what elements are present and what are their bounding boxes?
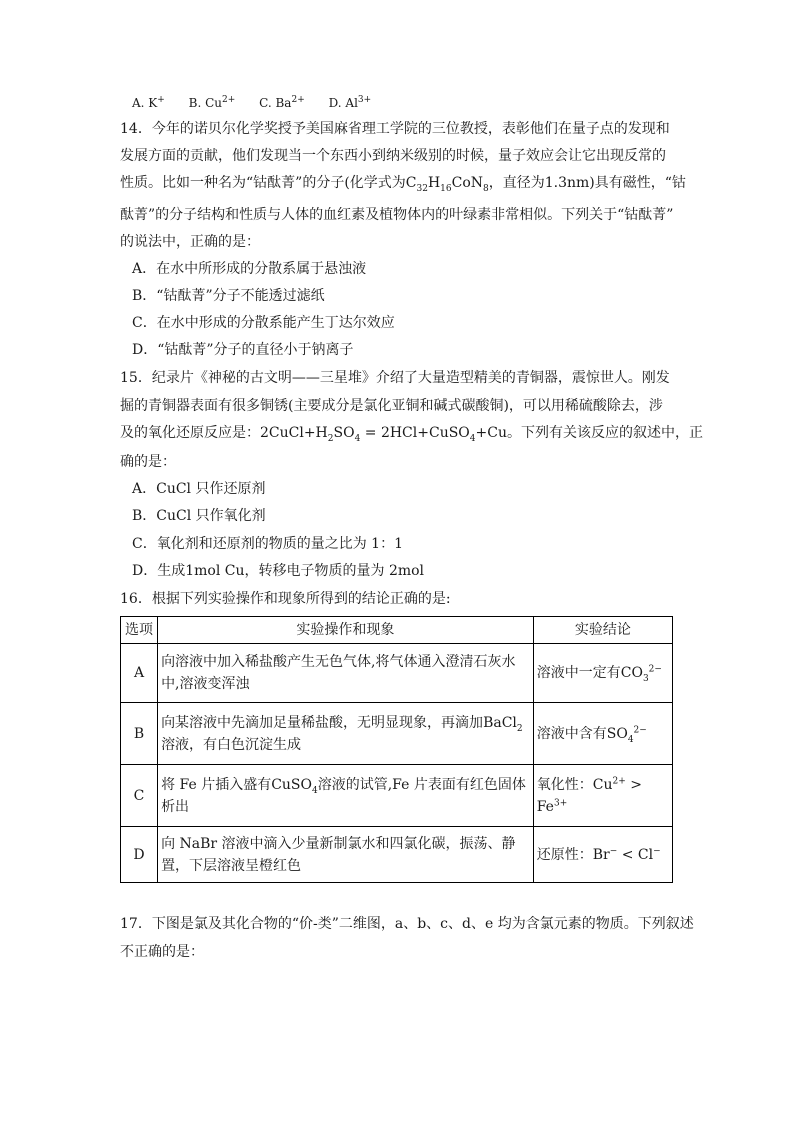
q14-option-b: B．“钴酞菁”分子不能透过滤纸 [132, 288, 325, 304]
row-operation: 向某溶液中先滴加足量稀盐酸，无明显现象，再滴加BaCl$_2$溶液，有白色沉淀生成 [158, 703, 534, 765]
q13-choice-c: C. $Ba^{2+}$ [259, 95, 305, 110]
q13-choice-a: A. K+ [132, 95, 165, 110]
table-row [121, 644, 673, 703]
row-conclusion: 氧化性：$Cu^{2+} > Fe^{3+}$ [533, 765, 672, 827]
q15-line-3: 及的氧化还原反应是：$2CuCl+H_2SO_4$ = 2HCl+CuSO$_4$+Cu。下列有关该反应的叙述中，正 [120, 425, 703, 444]
cobalt-phthalocyanine-formula: $C_{32}H_{16}CoN_8$ [405, 175, 489, 194]
row-conclusion: 溶液中含有$SO_4^{2-}$ [533, 703, 672, 765]
q17-line-1: 17．下图是氯及其化合物的“价-类”二维图，a、b、c、d、e 均为含氯元素的物质。下列叙述 [120, 916, 694, 932]
q14-option-c: C．在水中形成的分散系能产生丁达尔效应 [132, 315, 395, 331]
q14-line-1: 14．今年的诺贝尔化学奖授予美国麻省理工学院的三位教授，表彰他们在量子点的发现和 [120, 121, 670, 137]
header-option: 选项 [121, 617, 158, 644]
table-header-row [121, 617, 673, 644]
q14-line-3: 性质。比如一种名为“钴酞菁”的分子(化学式为$C_{32}H_{16}CoN_8$，直径为1.3nm)具有磁性，“钴 [120, 175, 686, 194]
row-option: C [121, 765, 158, 827]
q15-line-4: 确的是： [120, 454, 176, 470]
q15-line-2: 掘的青铜器表面有很多铜锈(主要成分是氯化亚铜和碱式碳酸铜)，可以用稀硫酸除去，涉 [120, 398, 663, 414]
q15-line-1: 15．纪录片《神秘的古文明——三星堆》介绍了大量造型精美的青铜器，震惊世人。刚发 [120, 370, 670, 386]
header-conclusion: 实验结论 [533, 617, 672, 644]
redox-equation: $2CuCl+H_2SO_4$ = 2HCl+CuSO$_4$+Cu [260, 425, 507, 444]
table-row [121, 703, 673, 765]
row-option: A [121, 644, 158, 703]
q17-line-2: 不正确的是： [120, 944, 204, 960]
q13-choice-d: D. $Al^{3+}$ [328, 95, 372, 110]
q15-option-a: A．CuCl 只作还原剂 [132, 481, 266, 497]
row-option: B [121, 703, 158, 765]
header-operation: 实验操作和现象 [158, 617, 534, 644]
q15-option-c: C．氧化剂和还原剂的物质的量之比为 1：1 [132, 536, 403, 552]
row-conclusion: 溶液中一定有$CO_3^{2-}$ [533, 644, 672, 703]
row-operation: 向 NaBr 溶液中滴入少量新制氯水和四氯化碳，振荡、静置，下层溶液呈橙红色 [158, 827, 534, 883]
table-row [121, 827, 673, 883]
q15-option-d: D．生成1mol Cu，转移电子物质的量为 2mol [132, 563, 425, 579]
q16-table [120, 616, 673, 883]
q14-option-a: A．在水中所形成的分散系属于悬浊液 [132, 261, 367, 277]
table-row [121, 765, 673, 827]
q13-choices [132, 94, 391, 112]
row-conclusion: 还原性：Br− < Cl− [533, 827, 672, 883]
q16-stem: 16．根据下列实验操作和现象所得到的结论正确的是: [120, 591, 451, 607]
q14-line-5: 的说法中，正确的是： [120, 234, 260, 250]
q14-line-2: 发展方面的贡献，他们发现当一个东西小到纳米级别的时候，量子效应会让它出现反常的 [120, 148, 666, 164]
q14-option-d: D．“钴酞菁”分子的直径小于钠离子 [132, 342, 354, 358]
row-operation: 将 Fe 片插入盛有CuSO$_4$溶液的试管,Fe 片表面有红色固体析出 [158, 765, 534, 827]
q14-line-4: 酞菁”的分子结构和性质与人体的血红素及植物体内的叶绿素非常相似。下列关于“钴酞菁” [120, 207, 674, 223]
q13-choice-b: B. $Cu^{2+}$ [188, 95, 236, 110]
row-option: D [121, 827, 158, 883]
q15-option-b: B．CuCl 只作氧化剂 [132, 508, 266, 524]
row-operation: 向溶液中加入稀盐酸产生无色气体,将气体通入澄清石灰水中,溶液变浑浊 [158, 644, 534, 703]
